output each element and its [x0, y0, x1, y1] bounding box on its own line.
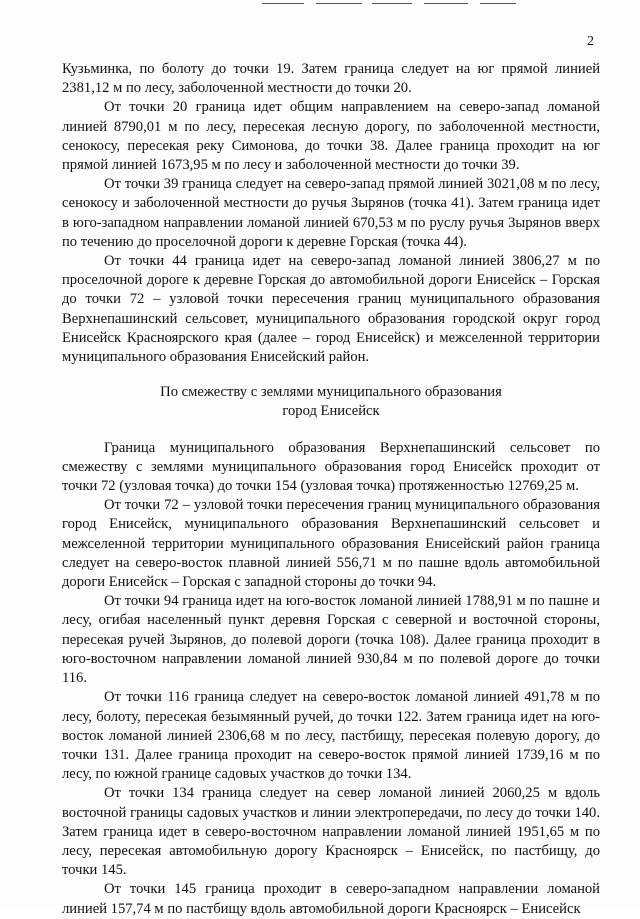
paragraph: От точки 72 – узловой точки пересечения границ муниципального образования город Енисейск, муниципального образования Верхнепашинский сельсовет и межселенной территории муниципального образования Енисейский район граница следует на северо-восток плавной линией 556,71 м по пашне вдоль автомобильной дороги Енисейск – Горская с западной стороны до точки 94. — [62, 497, 600, 591]
paragraph: Кузьминка, по болоту до точки 19. Затем граница следует на юг прямой линией 2381,12 м по лесу, заболоченной местности до точки 20. — [62, 61, 600, 97]
paragraph: Граница муниципального образования Верхнепашинский сельсовет по смежеству с землями муниципального образования город Енисейск проходит от точки 72 (узловая точка) до точки 154 (узловая точка) протяженностью 12769,25 м. — [62, 439, 600, 495]
paragraph: От точки 94 граница идет на юго-восток ломаной линией 1788,91 м по пашне и лесу, огибая населенный пункт деревня Горская с северной и восточной стороны, пересекая ручей Зырянов, до полевой дороги (точка 108). Далее граница проходит в юго-восточном направлении ломаной линией 930,84 м по полевой дороге до точки 116. — [62, 593, 600, 687]
scan-artifact-line — [424, 3, 468, 4]
scan-artifact-line — [262, 3, 304, 4]
section-heading — [62, 383, 600, 421]
paragraph: От точки 116 граница следует на северо-восток ломаной линией 491,78 м по лесу, болоту, пересекая безымянный ручей, до точки 122. Затем граница идет на юго-восток ломаной линией 2306,68 м по лесу, пастбищу, пересекая полевую дорогу, до точки 131. Далее граница проходит на северо-восток прямой линией 1739,16 м по лесу, по южной границе садовых участков до точки 134. — [62, 689, 600, 783]
scan-artifact-line — [372, 3, 412, 4]
paragraph: От точки 44 граница идет на северо-запад ломаной линией 3806,27 м по проселочной дороге к деревне Горская до автомобильной дороги Енисейск – Горская до точки 72 – узловой точки пересечения границ муниципального образования Верхнепашинский сельсовет, муниципального образования городской округ город Енисейск Красноярского края (далее – город Енисейск) и межселенной территории муниципального образования Енисейский район. — [62, 253, 600, 366]
document-body — [62, 60, 600, 919]
page-number: 2 — [587, 34, 594, 49]
section-heading-line: По смежеству с землями муниципального образования — [160, 384, 502, 401]
section-heading-line: город Енисейск — [282, 403, 380, 420]
paragraph: От точки 145 граница проходит в северо-западном направлении ломаной линией 157,74 м по пастбищу вдоль автомобильной дороги Красноярск – Енисейск — [62, 881, 600, 917]
scan-artifact-line — [480, 3, 516, 4]
scan-artifact-line — [316, 3, 362, 4]
paragraph: От точки 134 граница следует на север ломаной линией 2060,25 м вдоль восточной границы садовых участков и линии электропередачи, по лесу до точки 140. Затем граница идет в северо-восточном направлении ломаной линией 1951,65 м по лесу, пересекая автомобильную дорогу Красноярск – Енисейск, по пастбищу, до точки 145. — [62, 785, 600, 879]
paragraph: От точки 39 граница следует на северо-запад прямой линией 3021,08 м по лесу, сенокосу и заболоченной местности до ручья Зырянов (точка 41). Затем граница идет в юго-западном направлении ломаной линией 670,53 м по руслу ручья Зырянов вверх по течению до проселочной дороги к деревне Горская (точка 44). — [62, 176, 600, 250]
paragraph: От точки 20 граница идет общим направлением на северо-запад ломаной линией 8790,01 м по лесу, пересекая лесную дорогу, по заболоченной местности, сенокосу, пересекая реку Симонова, до точки 38. Далее граница проходит на юг прямой линией 1673,95 м по лесу и заболоченной местности до точки 39. — [62, 99, 600, 174]
